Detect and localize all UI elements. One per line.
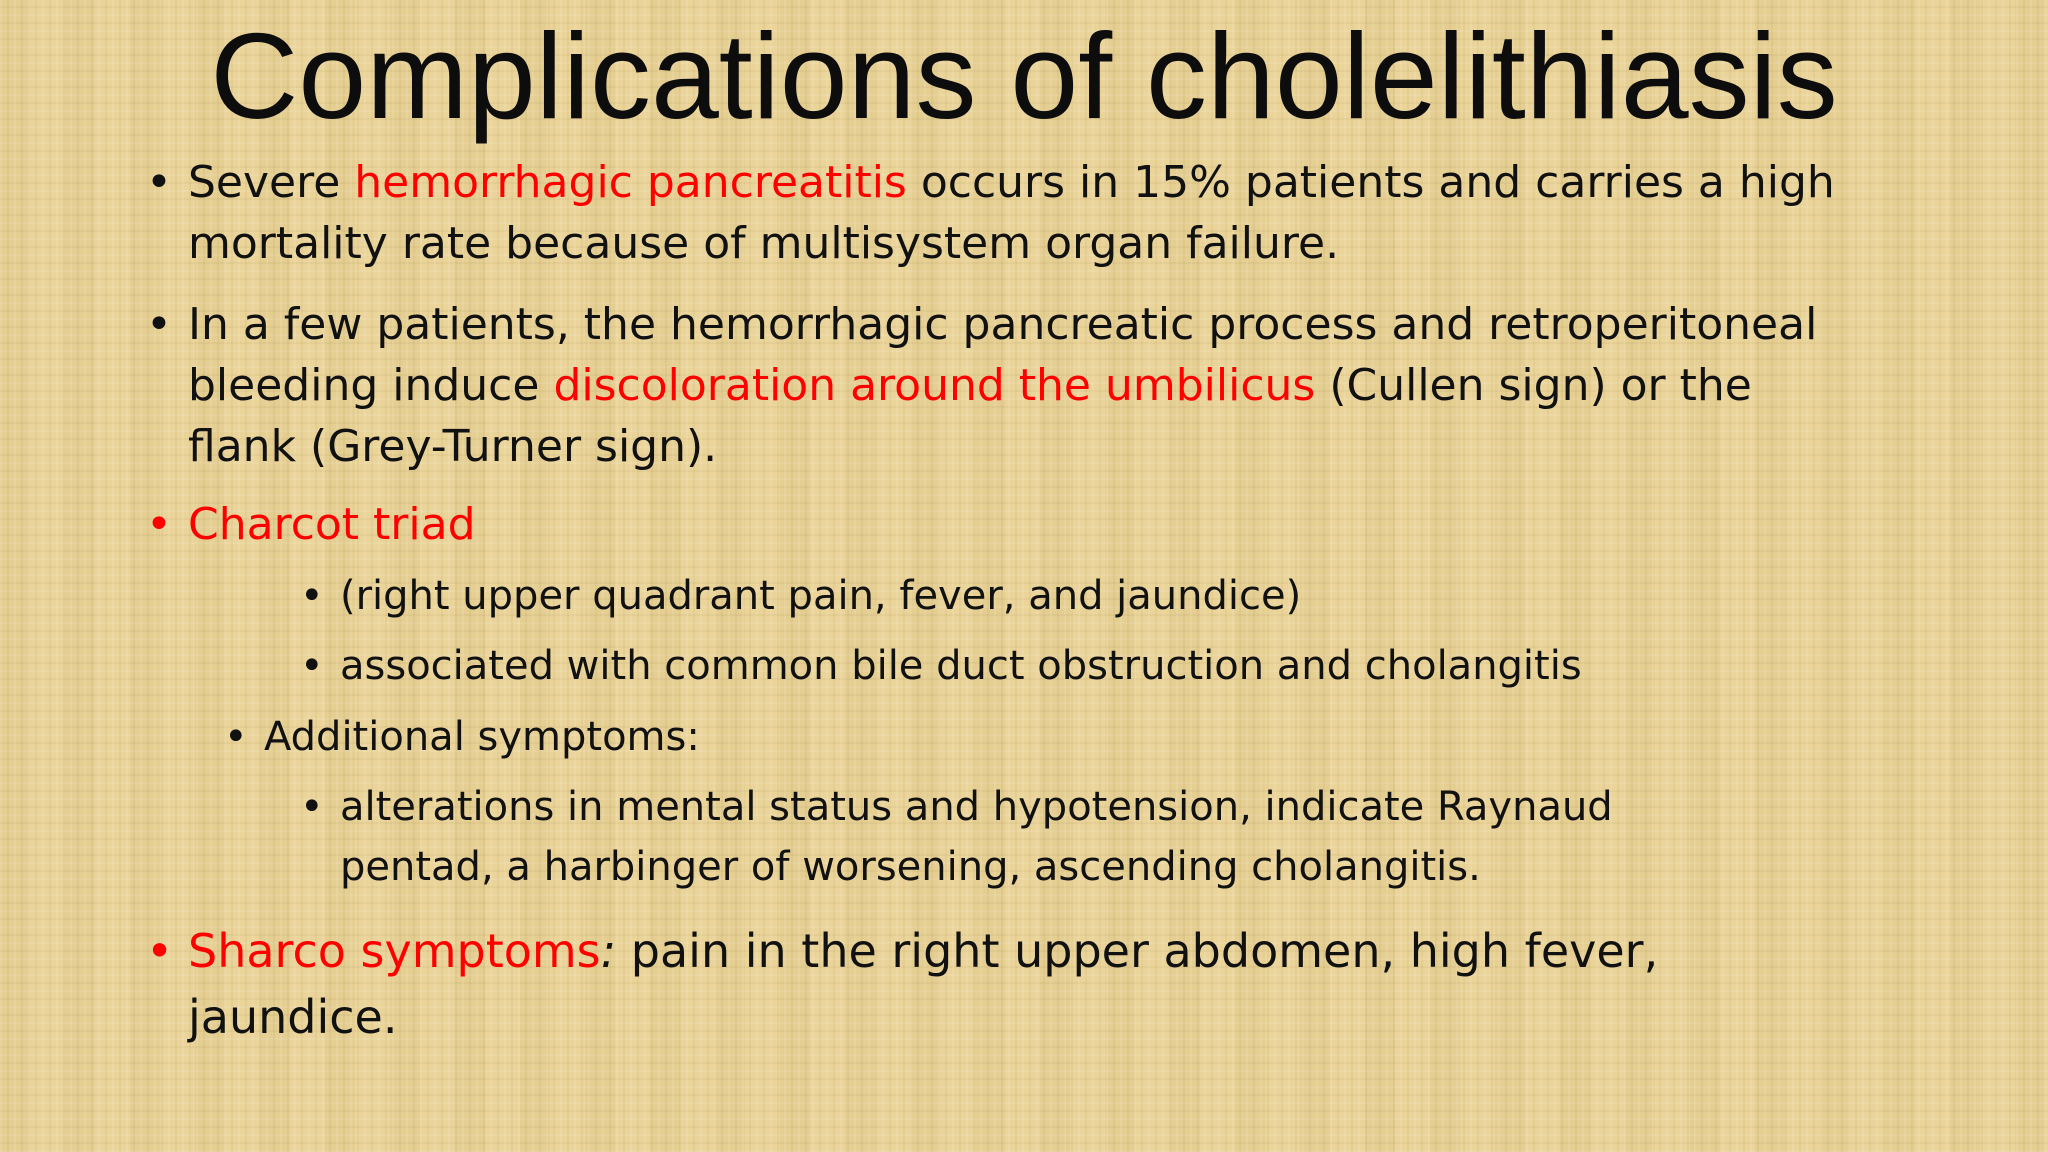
bullet-line: alterations in mental status and hypotension, indicate Raynaud (340, 784, 1613, 830)
bullet-line (188, 355, 1817, 416)
bullet-line: Charcot triad (188, 499, 476, 550)
bullet-body (340, 636, 1582, 696)
highlight-text: hemorrhagic pancreatitis (354, 157, 907, 208)
text-segment: (Cullen sign) or the (1315, 360, 1752, 411)
bullet-line: associated with common bile duct obstruction and cholangitis (340, 643, 1582, 689)
bullet-dot-icon: • (146, 157, 172, 208)
text-segment: bleeding induce (188, 360, 554, 411)
text-segment: occurs in 15% patients and carries a high (906, 157, 1835, 208)
bullet-dot-icon: • (300, 643, 324, 689)
bullet-dot-icon: • (146, 499, 172, 550)
bullet-body (188, 494, 476, 555)
text-segment: : (600, 924, 617, 978)
bullet-line: (right upper quadrant pain, fever, and jaundice) (340, 573, 1302, 619)
bullet-body (340, 777, 1613, 897)
bullet-dot-icon: • (300, 784, 324, 830)
bullet-body (264, 707, 700, 767)
bullet-body (188, 294, 1817, 477)
bullet-line: flank (Grey-Turner sign). (188, 421, 718, 472)
bullet-dot-icon: • (146, 299, 172, 350)
text-segment: pain in the right upper abdomen, high fever, (616, 924, 1659, 978)
bullet-line: Additional symptoms: (264, 714, 700, 760)
bullet-line: In a few patients, the hemorrhagic pancreatic process and retroperitoneal (188, 299, 1818, 350)
bullet-body (340, 566, 1301, 626)
highlight-text: discoloration around the umbilicus (553, 360, 1316, 411)
bullet-dot-icon: • (146, 924, 174, 978)
bullet-dot-icon: • (224, 714, 248, 760)
highlight-text: Sharco symptoms (188, 924, 601, 978)
bullet-line (188, 152, 1835, 213)
text-segment: Severe (188, 157, 355, 208)
bullet-body (188, 152, 1835, 274)
bullet-line: jaundice. (188, 990, 398, 1044)
bullet-dot-icon: • (300, 573, 324, 619)
bullet-line: mortality rate because of multisystem organ failure. (188, 218, 1340, 269)
bullet-line: pentad, a harbinger of worsening, ascending cholangitis. (340, 844, 1481, 890)
slide-title: Complications of cholelithiasis (210, 8, 1838, 144)
bullet-line (188, 918, 1658, 984)
bullet-body (188, 918, 1658, 1050)
